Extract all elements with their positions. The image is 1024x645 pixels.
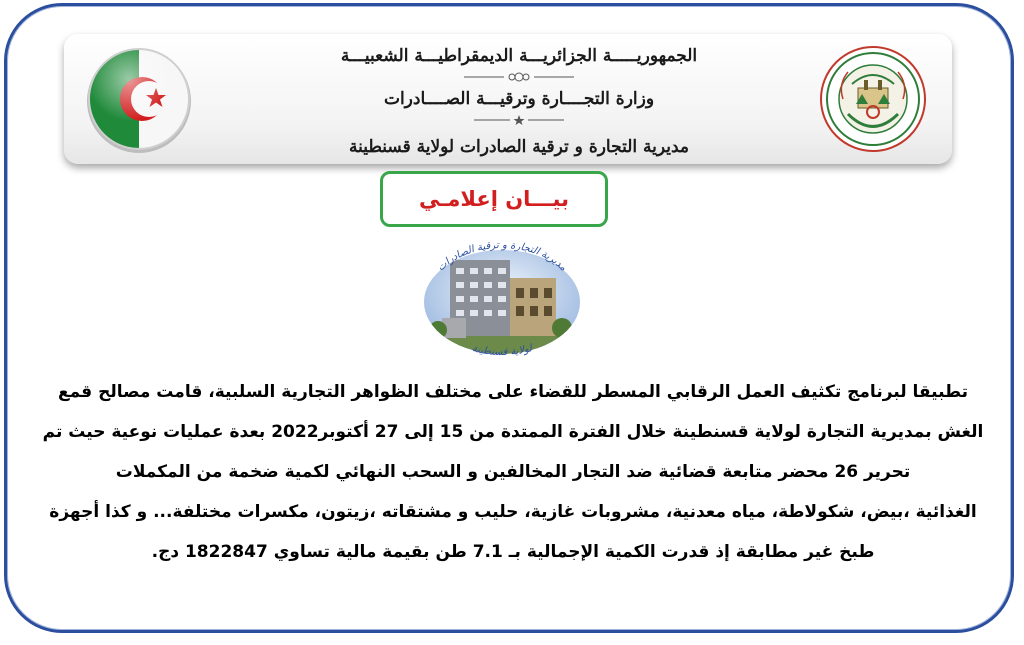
republic-name: الجمهوريـــــة الجزائريـــة الديمقراطيـــة الشعبيـــة <box>340 46 698 66</box>
announcement-title: بيـــان إعلامـي <box>418 187 570 211</box>
national-emblem-icon <box>818 44 928 154</box>
body-line-4: الغذائية ،بيض، شكولاطة، مياه معدنية، مشروبات غازية، حليب و مشتقاته ،زيتون، مكسرات مختلفة... و كذا أجهزة <box>49 502 977 522</box>
header-banner <box>64 34 952 164</box>
header-text <box>254 40 784 160</box>
logo-arc-text-top: مديرية التجارة و ترقية الصادرات <box>435 239 569 274</box>
directorate-building-logo <box>412 232 592 364</box>
algeria-flag-icon <box>82 42 196 156</box>
body-line-3: تحرير 26 محضر متابعة قضائية ضد التجار المخالفين و السحب النهائي لكمية ضخمة من المكملات <box>115 462 911 482</box>
directorate-name: مديرية التجارة و ترقية الصادرات لولاية قسنطينة <box>348 137 690 157</box>
body-line-5: طبخ غير مطابقة إذ قدرت الكمية الإجمالية بـ 7.1 طن بقيمة مالية تساوي 1822847 دج. <box>151 542 875 562</box>
body-line-1: تطبيقا لبرنامج تكثيف العمل الرقابي المسطر للقضاء على مختلف الظواهر التجارية السلبية، قامت مصالح قمع <box>58 382 968 402</box>
announcement-title-badge <box>380 171 608 227</box>
ornament-divider-icon <box>454 71 584 83</box>
logo-arc-text-bottom: لولاية قسنطينة <box>470 343 534 359</box>
body-line-2: الغش بمديرية التجارة لولاية قسنطينة خلال الفترة الممتدة من 15 إلى 27 أكتوبر2022 بعدة عمليات نوعية حيث تم <box>42 422 984 442</box>
star-divider-icon <box>454 114 584 126</box>
announcement-body <box>40 372 986 572</box>
ministry-name: وزارة التجــــارة وترقيـــة الصــــادرات <box>383 89 655 109</box>
